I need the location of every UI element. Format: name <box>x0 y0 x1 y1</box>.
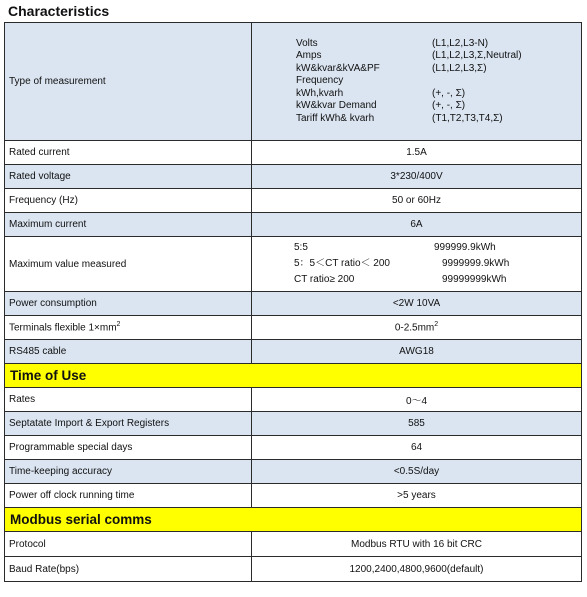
max-values-cell <box>252 237 582 292</box>
measurement-name: Frequency <box>296 75 344 87</box>
row-label: Protocol <box>5 532 252 557</box>
measurement-detail: (T1,T2,T3,T4,Σ) <box>432 112 503 124</box>
section-header-modbus <box>5 508 582 532</box>
page-title: Characteristics <box>8 3 110 19</box>
measurement-detail: (L1,L2,L3-N) <box>432 37 489 49</box>
measurement-list-cell <box>252 23 582 141</box>
table-row <box>5 340 582 364</box>
table-row <box>5 23 582 141</box>
max-value: 99999999kWh <box>442 274 507 285</box>
measurement-name: Volts <box>296 37 318 49</box>
row-label: Type of measurement <box>5 23 252 141</box>
table-row <box>5 388 582 412</box>
superscript: 2 <box>116 321 121 329</box>
max-value: 9999999.9kWh <box>442 258 510 269</box>
measurement-detail: (+, -, Σ) <box>432 87 466 99</box>
row-value: 3*230/400V <box>252 165 582 189</box>
superscript: 2 <box>434 321 439 329</box>
row-value: >5 years <box>252 484 582 508</box>
row-value: 1200,2400,4800,9600(default) <box>252 557 582 582</box>
row-value: <0.5S/day <box>252 460 582 484</box>
section-title: Modbus serial comms <box>5 508 582 532</box>
terminals-value: 0-2.5mm <box>394 322 435 334</box>
measurement-name: kWh,kvarh <box>296 87 344 99</box>
row-value <box>252 316 582 340</box>
row-label: Rates <box>5 388 252 412</box>
table-row <box>5 412 582 436</box>
measurement-list <box>296 34 577 130</box>
row-value: AWG18 <box>252 340 582 364</box>
row-label: Septatate Import & Export Registers <box>5 412 252 436</box>
ct-condition: 5:5 <box>294 242 308 253</box>
section-header-time-of-use <box>5 364 582 388</box>
table-row <box>5 237 582 292</box>
row-label: Rated current <box>5 141 252 165</box>
row-value: 0～4 <box>252 388 582 412</box>
row-label: Baud Rate(bps) <box>5 557 252 582</box>
max-value: 999999.9kWh <box>434 242 496 253</box>
row-label: Programmable special days <box>5 436 252 460</box>
table-row <box>5 557 582 582</box>
row-label: Power consumption <box>5 292 252 316</box>
row-label: Power off clock running time <box>5 484 252 508</box>
table-row <box>5 213 582 237</box>
measurement-detail: (L1,L2,L3,Σ) <box>432 62 487 74</box>
terminals-label: Terminals flexible 1×mm <box>9 322 117 334</box>
table-row <box>5 292 582 316</box>
row-value: Modbus RTU with 16 bit CRC <box>252 532 582 557</box>
table-row <box>5 316 582 340</box>
table-row <box>5 189 582 213</box>
row-label: Frequency (Hz) <box>5 189 252 213</box>
table-row <box>5 436 582 460</box>
row-value: 64 <box>252 436 582 460</box>
measurement-detail: (+, -, Σ) <box>432 100 466 112</box>
ct-condition: 5：5＜CT ratio＜ 200 <box>294 258 390 269</box>
max-values-list <box>294 238 577 290</box>
row-value: 6A <box>252 213 582 237</box>
measurement-name: Amps <box>296 50 322 62</box>
measurement-name: Tariff kWh& kvarh <box>296 112 375 124</box>
row-label: Time-keeping accuracy <box>5 460 252 484</box>
row-value: <2W 10VA <box>252 292 582 316</box>
row-label: RS485 cable <box>5 340 252 364</box>
ct-condition: CT ratio≥ 200 <box>294 274 355 285</box>
measurement-detail <box>432 75 552 88</box>
row-value: 50 or 60Hz <box>252 189 582 213</box>
measurement-name: kW&kvar Demand <box>296 100 377 112</box>
row-label <box>5 316 252 340</box>
table-row <box>5 141 582 165</box>
row-label: Maximum current <box>5 213 252 237</box>
table-row <box>5 484 582 508</box>
row-value: 1.5A <box>252 141 582 165</box>
table-row <box>5 460 582 484</box>
row-value: 585 <box>252 412 582 436</box>
row-label: Rated voltage <box>5 165 252 189</box>
row-label: Maximum value measured <box>5 237 252 292</box>
measurement-name: kW&kvar&kVA&PF <box>296 62 380 74</box>
section-title: Time of Use <box>5 364 582 388</box>
table-row <box>5 532 582 557</box>
spec-table <box>4 22 582 582</box>
table-row <box>5 165 582 189</box>
measurement-detail: (L1,L2,L3,Σ,Neutral) <box>432 50 522 62</box>
